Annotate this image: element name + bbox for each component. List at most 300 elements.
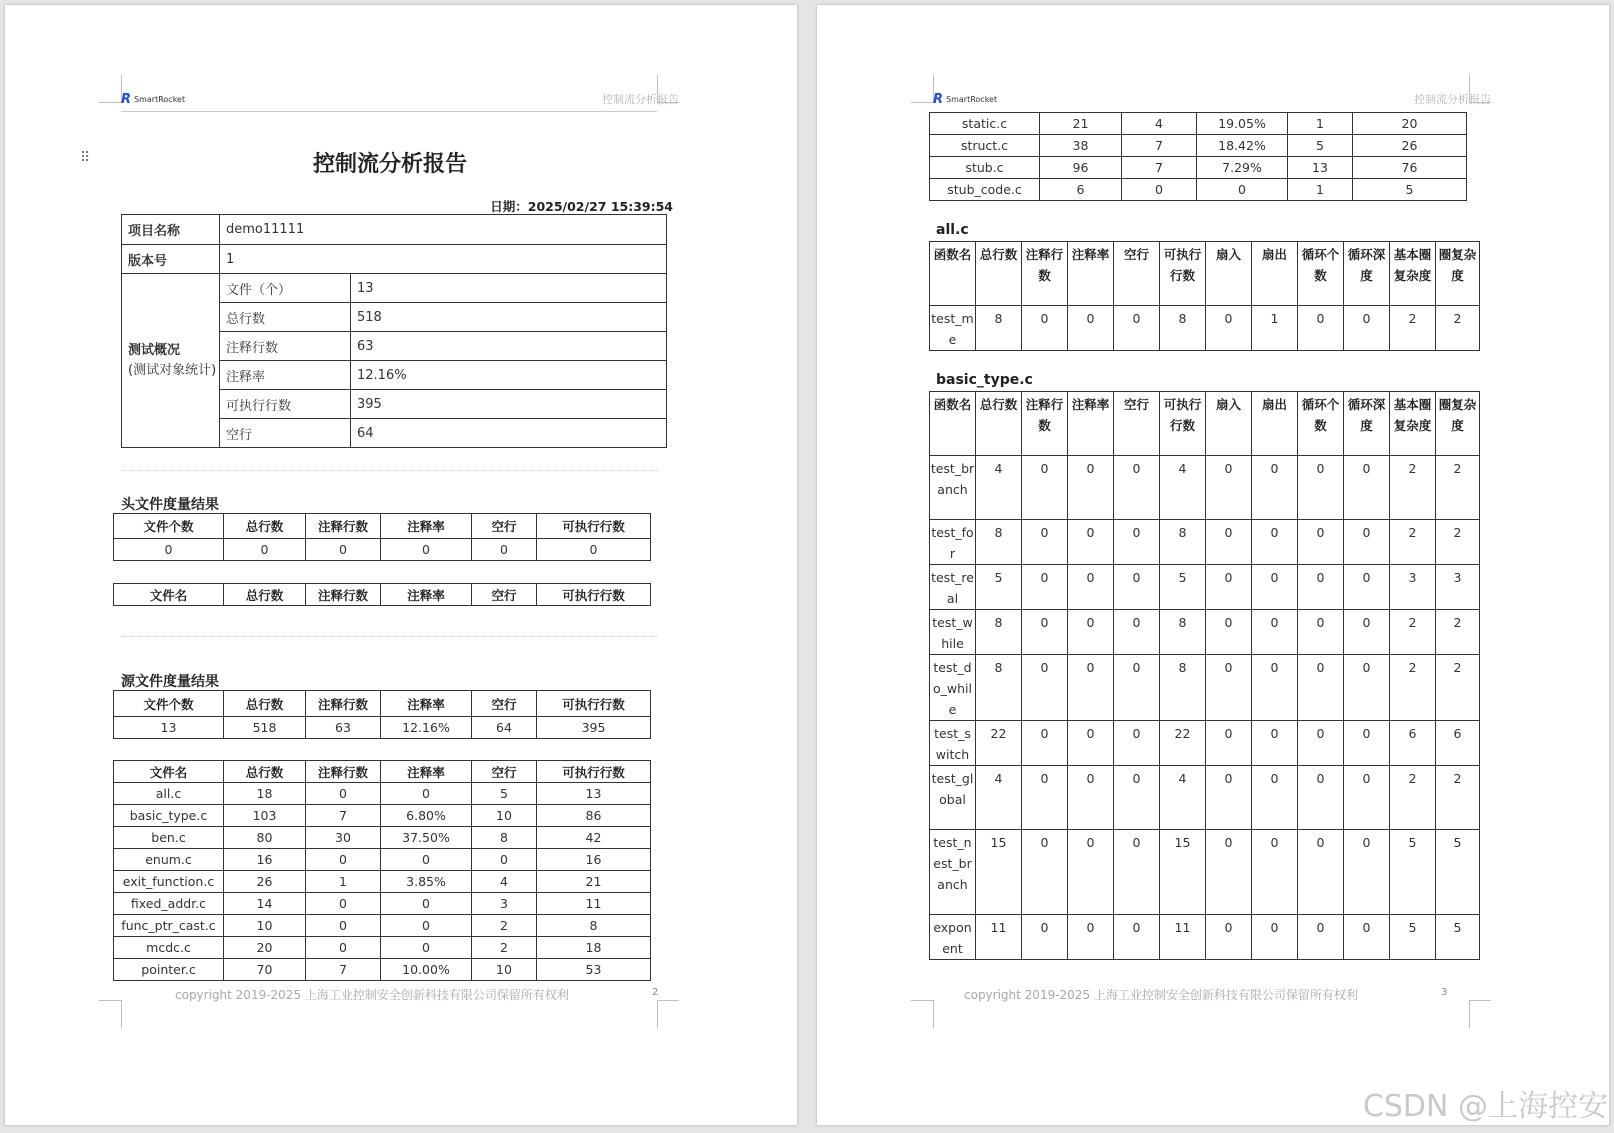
- footer-copyright: copyright 2019-2025 上海工业控制安全创新科技有限公司保留所有权利: [964, 988, 1358, 1002]
- table-cell: 80: [224, 827, 306, 849]
- stat-label: 总行数: [220, 303, 351, 332]
- table-row: [114, 849, 651, 871]
- column-header: 函数名: [930, 242, 976, 306]
- table-cell: 0: [1022, 915, 1068, 960]
- table-cell: 2: [472, 915, 537, 937]
- crop-mark: [99, 1000, 121, 1001]
- column-header: 总行数: [224, 761, 306, 783]
- table-cell: 0: [381, 915, 472, 937]
- report-page-2: [5, 5, 797, 1125]
- table-row: [930, 655, 1480, 721]
- table-cell: mcdc.c: [114, 937, 224, 959]
- column-header: 注释行数: [306, 761, 381, 783]
- table-cell: 0: [1114, 655, 1160, 721]
- column-header: 空行: [472, 691, 537, 717]
- table-cell: 18: [537, 937, 651, 959]
- table-cell: 0: [1114, 456, 1160, 520]
- table-cell: 0: [381, 849, 472, 871]
- table-cell: 0: [1344, 915, 1390, 960]
- crop-mark: [99, 102, 121, 103]
- table-row: [930, 306, 1480, 351]
- all-c-function-table: [929, 241, 1480, 351]
- column-header: 文件名: [114, 761, 224, 783]
- table-cell: test_while: [930, 610, 976, 655]
- project-info-table: [121, 214, 667, 448]
- table-cell: 0: [1206, 915, 1252, 960]
- crop-mark: [911, 1000, 933, 1001]
- table-cell: 0: [472, 849, 537, 871]
- column-header: 圈复杂度: [1436, 242, 1480, 306]
- table-row: [930, 830, 1480, 915]
- table-cell: 2: [1390, 306, 1436, 351]
- project-name-label: 项目名称: [122, 215, 220, 245]
- logo-text: SmartRocket: [946, 95, 998, 104]
- column-header: 扇出: [1252, 392, 1298, 456]
- table-row: [114, 783, 651, 805]
- table-cell: 0: [1252, 520, 1298, 565]
- table-cell: 2: [1436, 766, 1480, 830]
- table-cell: 2: [1436, 306, 1480, 351]
- table-row: [114, 937, 651, 959]
- column-header: 注释行数: [306, 691, 381, 717]
- table-cell: stub_code.c: [930, 179, 1040, 201]
- table-cell: test_do_while: [930, 655, 976, 721]
- table-cell: 6: [1436, 721, 1480, 766]
- table-cell: 7: [306, 959, 381, 981]
- table-cell: 5: [1436, 830, 1480, 915]
- column-header: 总行数: [976, 392, 1022, 456]
- table-cell: 30: [306, 827, 381, 849]
- table-row: [930, 113, 1467, 135]
- file-section-title: all.c: [936, 222, 969, 238]
- table-cell: 0: [1206, 766, 1252, 830]
- table-cell: 2: [1436, 610, 1480, 655]
- column-header: 基本圈复杂度: [1390, 392, 1436, 456]
- table-cell: 0: [1344, 655, 1390, 721]
- table-cell: 0: [1206, 830, 1252, 915]
- stat-label: 可执行行数: [220, 390, 351, 419]
- table-cell: 11: [1160, 915, 1206, 960]
- column-header: 扇出: [1252, 242, 1298, 306]
- table-cell: 0: [1022, 456, 1068, 520]
- table-cell: 5: [1353, 179, 1467, 201]
- column-header: 总行数: [224, 584, 306, 606]
- table-cell: 8: [472, 827, 537, 849]
- table-cell: 0: [1114, 766, 1160, 830]
- table-cell: 4: [976, 456, 1022, 520]
- table-cell: 14: [224, 893, 306, 915]
- table-cell: 13: [114, 717, 224, 739]
- table-cell: 21: [537, 871, 651, 893]
- header-summary-table: [113, 513, 651, 561]
- table-body: [114, 783, 651, 981]
- column-header: 文件个数: [114, 691, 224, 717]
- table-cell: 0: [224, 539, 306, 561]
- stat-label: 文件（个）: [220, 274, 351, 303]
- stat-value: 13: [351, 274, 667, 303]
- table-cell: 8: [1160, 306, 1206, 351]
- table-cell: 0: [1114, 610, 1160, 655]
- column-header: 函数名: [930, 392, 976, 456]
- header-title: 控制流分析报告: [1414, 93, 1491, 106]
- table-row: [114, 959, 651, 981]
- source-file-list-table: [113, 760, 651, 981]
- table-cell: 20: [1353, 113, 1467, 135]
- table-cell: 0: [1298, 565, 1344, 610]
- table-cell: 0: [1022, 830, 1068, 915]
- table-cell: 5: [1288, 135, 1353, 157]
- table-cell: 63: [306, 717, 381, 739]
- header-title: 控制流分析报告: [602, 93, 679, 106]
- table-cell: 0: [1298, 610, 1344, 655]
- table-row: [930, 565, 1480, 610]
- table-cell: 0: [1298, 766, 1344, 830]
- column-header: 注释率: [381, 691, 472, 717]
- crop-mark: [1469, 1000, 1491, 1001]
- table-cell: 0: [306, 915, 381, 937]
- table-cell: test_switch: [930, 721, 976, 766]
- page-number: 2: [652, 987, 659, 998]
- table-cell: 0: [1114, 721, 1160, 766]
- table-cell: 0: [1252, 565, 1298, 610]
- table-cell: 0: [306, 849, 381, 871]
- table-cell: 0: [1344, 565, 1390, 610]
- table-cell: 18: [224, 783, 306, 805]
- column-header: 循环深度: [1344, 242, 1390, 306]
- table-cell: 0: [306, 783, 381, 805]
- table-cell: 5: [976, 565, 1022, 610]
- stat-value: 12.16%: [351, 361, 667, 390]
- table-cell: 0: [472, 539, 537, 561]
- table-cell: 20: [224, 937, 306, 959]
- table-cell: 2: [472, 937, 537, 959]
- table-cell: func_ptr_cast.c: [114, 915, 224, 937]
- table-row: [930, 456, 1480, 520]
- column-header: 注释率: [1068, 242, 1114, 306]
- table-cell: 0: [1298, 655, 1344, 721]
- table-cell: 0: [1252, 766, 1298, 830]
- table-cell: 0: [1344, 306, 1390, 351]
- report-date: 日期：2025/02/27 15:39:54: [490, 199, 673, 214]
- stat-label: 空行: [220, 419, 351, 448]
- table-cell: 18.42%: [1197, 135, 1288, 157]
- column-header: 可执行行数: [1160, 392, 1206, 456]
- table-cell: 0: [1298, 721, 1344, 766]
- table-cell: 0: [1206, 306, 1252, 351]
- table-cell: 0: [1022, 655, 1068, 721]
- table-cell: test_nest_branch: [930, 830, 976, 915]
- table-cell: 42: [537, 827, 651, 849]
- column-header: 圈复杂度: [1436, 392, 1480, 456]
- column-header: 文件名: [114, 584, 224, 606]
- table-cell: 0: [1022, 565, 1068, 610]
- column-header: 文件个数: [114, 514, 224, 539]
- table-cell: 0: [1068, 655, 1114, 721]
- table-cell: 0: [1114, 520, 1160, 565]
- crop-mark: [911, 102, 933, 103]
- table-cell: 2: [1436, 520, 1480, 565]
- table-cell: 0: [1114, 830, 1160, 915]
- table-row: [930, 135, 1467, 157]
- stat-value: 64: [351, 419, 667, 448]
- table-cell: 26: [224, 871, 306, 893]
- table-cell: 8: [1160, 655, 1206, 721]
- table-row: [114, 915, 651, 937]
- table-cell: 3: [472, 893, 537, 915]
- table-cell: 16: [224, 849, 306, 871]
- table-cell: 0: [1206, 565, 1252, 610]
- table-cell: 0: [1206, 456, 1252, 520]
- table-cell: test_global: [930, 766, 976, 830]
- table-cell: 8: [976, 520, 1022, 565]
- table-cell: 2: [1436, 655, 1480, 721]
- table-cell: 5: [1160, 565, 1206, 610]
- table-cell: 0: [1022, 520, 1068, 565]
- rocket-logo-icon: R: [121, 92, 132, 107]
- table-cell: 5: [472, 783, 537, 805]
- table-cell: 2: [1390, 766, 1436, 830]
- table-cell: 0: [1114, 915, 1160, 960]
- table-cell: 13: [537, 783, 651, 805]
- table-cell: 2: [1390, 610, 1436, 655]
- table-header-row: [930, 392, 1480, 456]
- table-cell: 0: [1344, 610, 1390, 655]
- table-cell: test_for: [930, 520, 976, 565]
- column-header: 注释行数: [306, 514, 381, 539]
- table-cell: 26: [1353, 135, 1467, 157]
- table-cell: 7: [1122, 157, 1197, 179]
- stat-value: 395: [351, 390, 667, 419]
- drag-handle-icon[interactable]: ⠿: [80, 150, 90, 166]
- crop-mark: [933, 1000, 934, 1028]
- table-cell: 6: [1390, 721, 1436, 766]
- table-cell: 21: [1040, 113, 1122, 135]
- table-row: [930, 610, 1480, 655]
- header-file-list-table: [113, 583, 651, 606]
- table-cell: 4: [976, 766, 1022, 830]
- column-header: 扇入: [1206, 392, 1252, 456]
- table-cell: 8: [537, 915, 651, 937]
- table-cell: 70: [224, 959, 306, 981]
- table-cell: all.c: [114, 783, 224, 805]
- table-cell: 0: [1298, 520, 1344, 565]
- table-cell: 0: [1298, 306, 1344, 351]
- column-header: 注释行数: [1022, 392, 1068, 456]
- table-cell: 2: [1436, 456, 1480, 520]
- column-header: 基本圈复杂度: [1390, 242, 1436, 306]
- table-cell: 19.05%: [1197, 113, 1288, 135]
- table-cell: 4: [1122, 113, 1197, 135]
- crop-mark: [657, 1000, 679, 1001]
- table-row: [114, 871, 651, 893]
- table-cell: 518: [224, 717, 306, 739]
- table-body: [930, 113, 1467, 201]
- table-cell: 0: [1206, 655, 1252, 721]
- table-cell: 0: [1252, 915, 1298, 960]
- table-cell: ben.c: [114, 827, 224, 849]
- summary-label-cell: [122, 274, 220, 448]
- table-row: [930, 157, 1467, 179]
- table-cell: 0: [1298, 915, 1344, 960]
- table-cell: exit_function.c: [114, 871, 224, 893]
- table-cell: 8: [976, 610, 1022, 655]
- table-cell: 5: [1436, 915, 1480, 960]
- table-cell: 0: [1252, 721, 1298, 766]
- table-cell: 0: [1022, 306, 1068, 351]
- table-cell: 0: [1022, 721, 1068, 766]
- stat-value: 518: [351, 303, 667, 332]
- table-cell: 4: [472, 871, 537, 893]
- column-header: 空行: [472, 761, 537, 783]
- table-cell: 3: [1436, 565, 1480, 610]
- table-cell: 8: [976, 306, 1022, 351]
- table-cell: 1: [306, 871, 381, 893]
- table-cell: 0: [1252, 610, 1298, 655]
- table-cell: enum.c: [114, 849, 224, 871]
- table-cell: 0: [1114, 306, 1160, 351]
- table-cell: 8: [976, 655, 1022, 721]
- stat-label: 注释行数: [220, 332, 351, 361]
- table-cell: 0: [1344, 721, 1390, 766]
- table-cell: 0: [1114, 565, 1160, 610]
- footer-copyright: copyright 2019-2025 上海工业控制安全创新科技有限公司保留所有权利: [175, 988, 569, 1002]
- table-cell: 0: [1068, 766, 1114, 830]
- table-cell: 0: [306, 893, 381, 915]
- report-page-3: [817, 5, 1609, 1125]
- column-header: 循环个数: [1298, 392, 1344, 456]
- table-cell: 2: [1390, 520, 1436, 565]
- table-row: [930, 179, 1467, 201]
- table-cell: test_branch: [930, 456, 976, 520]
- table-row: [930, 721, 1480, 766]
- table-cell: 11: [537, 893, 651, 915]
- version-value: 1: [220, 245, 667, 274]
- table-cell: 0: [381, 893, 472, 915]
- table-cell: 2: [1390, 456, 1436, 520]
- table-cell: test_real: [930, 565, 976, 610]
- table-cell: 0: [1068, 306, 1114, 351]
- table-cell: 5: [1390, 915, 1436, 960]
- table-body: [930, 456, 1480, 960]
- column-header: 循环个数: [1298, 242, 1344, 306]
- table-cell: 0: [1206, 610, 1252, 655]
- table-cell: 0: [537, 539, 651, 561]
- table-cell: 0: [381, 783, 472, 805]
- column-header: 空行: [1114, 242, 1160, 306]
- table-cell: 0: [1068, 915, 1114, 960]
- table-cell: 4: [1160, 766, 1206, 830]
- column-header: 总行数: [224, 691, 306, 717]
- column-header: 空行: [472, 584, 537, 606]
- column-header: 注释行数: [306, 584, 381, 606]
- table-header-row: [930, 242, 1480, 306]
- section-divider: [121, 636, 657, 637]
- column-header: 注释率: [381, 761, 472, 783]
- column-header: 空行: [1114, 392, 1160, 456]
- table-cell: basic_type.c: [114, 805, 224, 827]
- table-cell: 5: [1390, 830, 1436, 915]
- table-cell: 38: [1040, 135, 1122, 157]
- table-cell: 0: [1252, 456, 1298, 520]
- summary-sub-label: (测试对象统计): [128, 362, 217, 378]
- table-cell: 395: [537, 717, 651, 739]
- table-cell: 4: [1160, 456, 1206, 520]
- logo: [933, 92, 997, 107]
- table-cell: 11: [976, 915, 1022, 960]
- stat-value: 63: [351, 332, 667, 361]
- column-header: 可执行行数: [1160, 242, 1206, 306]
- table-cell: stub.c: [930, 157, 1040, 179]
- table-body: [930, 306, 1480, 351]
- table-cell: 0: [1252, 655, 1298, 721]
- column-header: 可执行行数: [537, 584, 651, 606]
- table-cell: 0: [1022, 610, 1068, 655]
- table-cell: 22: [1160, 721, 1206, 766]
- table-cell: 0: [1068, 721, 1114, 766]
- source-file-list-continued: [929, 112, 1467, 201]
- table-cell: 0: [1298, 456, 1344, 520]
- table-row: [930, 520, 1480, 565]
- column-header: 总行数: [224, 514, 306, 539]
- table-cell: 7.29%: [1197, 157, 1288, 179]
- header-rule: [121, 111, 657, 112]
- table-cell: 86: [537, 805, 651, 827]
- table-cell: 15: [976, 830, 1022, 915]
- crop-mark: [121, 1000, 122, 1028]
- table-cell: 1: [1252, 306, 1298, 351]
- table-cell: 0: [381, 937, 472, 959]
- table-cell: 16: [537, 849, 651, 871]
- table-cell: 37.50%: [381, 827, 472, 849]
- column-header: 总行数: [976, 242, 1022, 306]
- crop-mark: [1469, 1000, 1470, 1028]
- column-header: 可执行行数: [537, 514, 651, 539]
- table-cell: 0: [1068, 565, 1114, 610]
- table-cell: 0: [306, 937, 381, 959]
- version-label: 版本号: [122, 245, 220, 274]
- table-cell: 0: [306, 539, 381, 561]
- table-cell: 10: [472, 805, 537, 827]
- table-row: [930, 766, 1480, 830]
- table-cell: exponent: [930, 915, 976, 960]
- table-cell: 0: [1344, 766, 1390, 830]
- table-cell: struct.c: [930, 135, 1040, 157]
- stat-label: 注释率: [220, 361, 351, 390]
- table-cell: 0: [114, 539, 224, 561]
- table-cell: 96: [1040, 157, 1122, 179]
- table-cell: 0: [1022, 766, 1068, 830]
- table-row: [114, 805, 651, 827]
- section-divider: [121, 470, 657, 471]
- table-cell: 0: [1068, 830, 1114, 915]
- table-cell: 3: [1390, 565, 1436, 610]
- header-section-title: 头文件度量结果: [121, 497, 219, 513]
- table-cell: 8: [1160, 520, 1206, 565]
- column-header: 空行: [472, 514, 537, 539]
- table-cell: static.c: [930, 113, 1040, 135]
- table-row: [114, 827, 651, 849]
- source-summary-table: [113, 690, 651, 739]
- table-row: [114, 893, 651, 915]
- table-cell: 2: [1390, 655, 1436, 721]
- table-cell: 76: [1353, 157, 1467, 179]
- table-cell: 53: [537, 959, 651, 981]
- table-cell: 3.85%: [381, 871, 472, 893]
- table-cell: 0: [1206, 520, 1252, 565]
- table-cell: 12.16%: [381, 717, 472, 739]
- column-header: 可执行行数: [537, 761, 651, 783]
- page-number: 3: [1441, 987, 1448, 998]
